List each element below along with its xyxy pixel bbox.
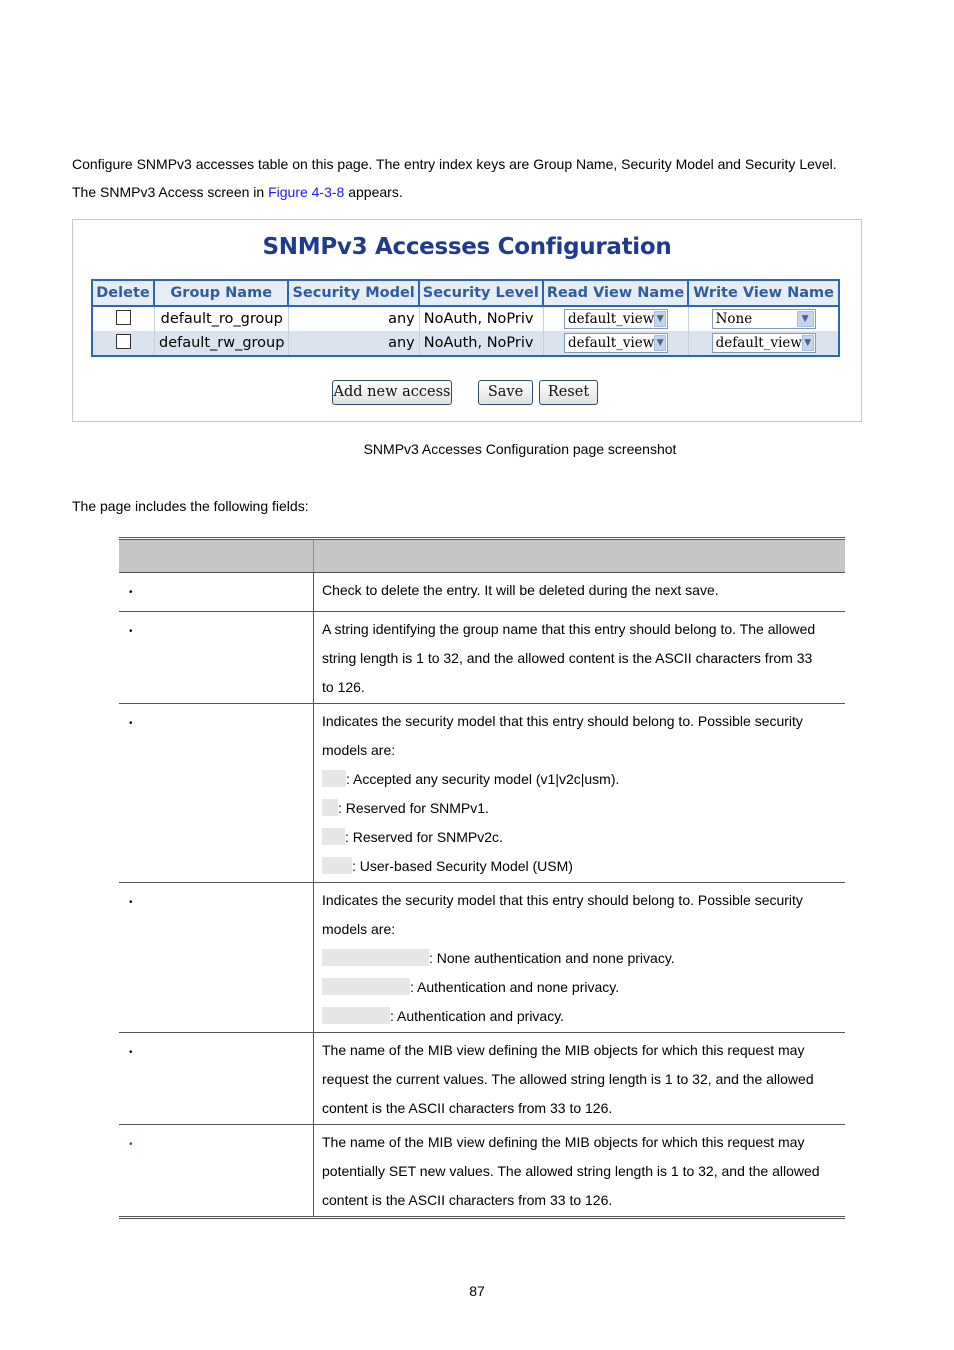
figure-caption: SNMPv3 Accesses Configuration page screenshot [363,441,677,457]
bullet: • [129,1139,133,1150]
write-view-select[interactable] [712,333,816,353]
bullet: • [129,897,133,908]
desc-line: Indicates the security model that this entry should belong to. Possible security [322,713,803,729]
option-placeholder [322,1007,390,1024]
field-row [119,1033,845,1125]
field-description [314,1033,846,1125]
read-view-select[interactable] [564,333,668,353]
field-object [119,1033,314,1125]
option-line: : Authentication and privacy. [390,1008,565,1024]
desc-line: to 126. [322,679,365,695]
delete-cell [93,307,155,331]
field-object [119,883,314,1033]
figure-link[interactable]: Figure 4-3-8 [268,184,345,200]
desc-line: models are: [322,742,396,758]
field-object [119,704,314,883]
option-placeholder [322,857,352,874]
col-delete: Delete [93,281,155,307]
bullet: • [129,626,133,637]
field-row [119,883,845,1033]
desc-line: The name of the MIB view defining the MIB objects for which this request may [322,1134,805,1150]
option-placeholder [322,949,429,966]
desc-line: models are: [322,921,396,937]
table-row [93,307,838,331]
option-placeholder [322,770,346,787]
option-placeholder [322,828,345,845]
desc-line: content is the ASCII characters from 33 to 126. [322,1192,613,1208]
bullet: • [129,1047,133,1058]
chevron-down-icon[interactable]: ▼ [654,335,666,351]
field-row [119,573,845,612]
security-level-cell: NoAuth, NoPriv [420,331,544,355]
chevron-down-icon[interactable]: ▼ [797,311,814,327]
write-view-cell [689,307,838,331]
col-read-view: Read View Name [544,281,689,307]
page-number: 87 [469,1283,485,1299]
save-button[interactable]: Save [478,380,533,405]
intro-line-2-start: The SNMPv3 Access screen in [72,184,269,200]
description-header [314,539,846,573]
option-line: : Authentication and none privacy. [410,979,620,995]
option-line: : Accepted any security model (v1|v2c|usm). [346,771,620,787]
desc-line: potentially SET new values. The allowed string length is 1 to 32, and the allowed [322,1163,820,1179]
desc-line: Check to delete the entry. It will be deleted during the next save. [322,582,719,598]
field-row [119,704,845,883]
desc-line: The name of the MIB view defining the MIB objects for which this request may [322,1042,805,1058]
bullet: • [129,587,133,598]
field-description [314,573,846,612]
write-view-value: default_view [715,335,802,351]
desc-line: content is the ASCII characters from 33 to 126. [322,1100,613,1116]
delete-checkbox[interactable] [116,334,131,349]
option-line: : Reserved for SNMPv1. [338,800,489,816]
screenshot-title: SNMPv3 Accesses Configuration [262,234,672,260]
field-description [314,1125,846,1218]
option-placeholder [322,978,410,995]
delete-checkbox[interactable] [116,310,131,325]
field-description [314,883,846,1033]
desc-line: Indicates the security model that this entry should belong to. Possible security [322,892,803,908]
col-write-view: Write View Name [689,281,838,307]
reset-button[interactable]: Reset [539,380,598,405]
intro-paragraph [72,150,892,206]
fields-table [119,537,845,1219]
chevron-down-icon[interactable]: ▼ [802,335,814,351]
col-security-level: Security Level [420,281,544,307]
option-line: : Reserved for SNMPv2c. [345,829,503,845]
add-new-access-button[interactable]: Add new access [332,380,452,405]
bullet: • [129,718,133,729]
group-name-cell: default_rw_group [155,331,289,355]
desc-line: request the current values. The allowed string length is 1 to 32, and the allowed [322,1071,814,1087]
field-row [119,1125,845,1218]
option-placeholder [322,799,338,816]
read-view-value: default_view [568,311,655,327]
security-model-cell: any [289,307,419,331]
fields-lead: The page includes the following fields: [72,498,309,514]
intro-line-1: Configure SNMPv3 accesses table on this page. The entry index keys are Group Name, Security Model and Security Level. [72,156,837,172]
read-view-select[interactable] [564,309,668,329]
col-group-name: Group Name [155,281,289,307]
desc-line: A string identifying the group name that this entry should belong to. The allowed [322,621,816,637]
field-object [119,1125,314,1218]
intro-line-2-end: appears. [344,184,403,200]
read-view-cell [544,331,689,355]
read-view-value: default_view [568,335,655,351]
delete-cell [93,331,155,355]
option-line: : User-based Security Model (USM) [352,858,573,874]
write-view-select[interactable] [712,309,816,329]
field-object [119,573,314,612]
field-row [119,612,845,704]
option-line: : None authentication and none privacy. [429,950,675,966]
col-security-model: Security Model [289,281,419,307]
chevron-down-icon[interactable]: ▼ [654,311,666,327]
read-view-cell [544,307,689,331]
field-object [119,612,314,704]
security-model-cell: any [289,331,419,355]
write-view-value: None [715,311,753,327]
table-row [93,331,838,355]
security-level-cell: NoAuth, NoPriv [420,307,544,331]
screenshot-panel [72,219,862,422]
desc-line: string length is 1 to 32, and the allowed content is the ASCII characters from 33 [322,650,813,666]
field-description [314,704,846,883]
object-header [119,539,314,573]
access-table [91,279,840,357]
write-view-cell [689,331,838,355]
group-name-cell: default_ro_group [155,307,289,331]
field-description [314,612,846,704]
